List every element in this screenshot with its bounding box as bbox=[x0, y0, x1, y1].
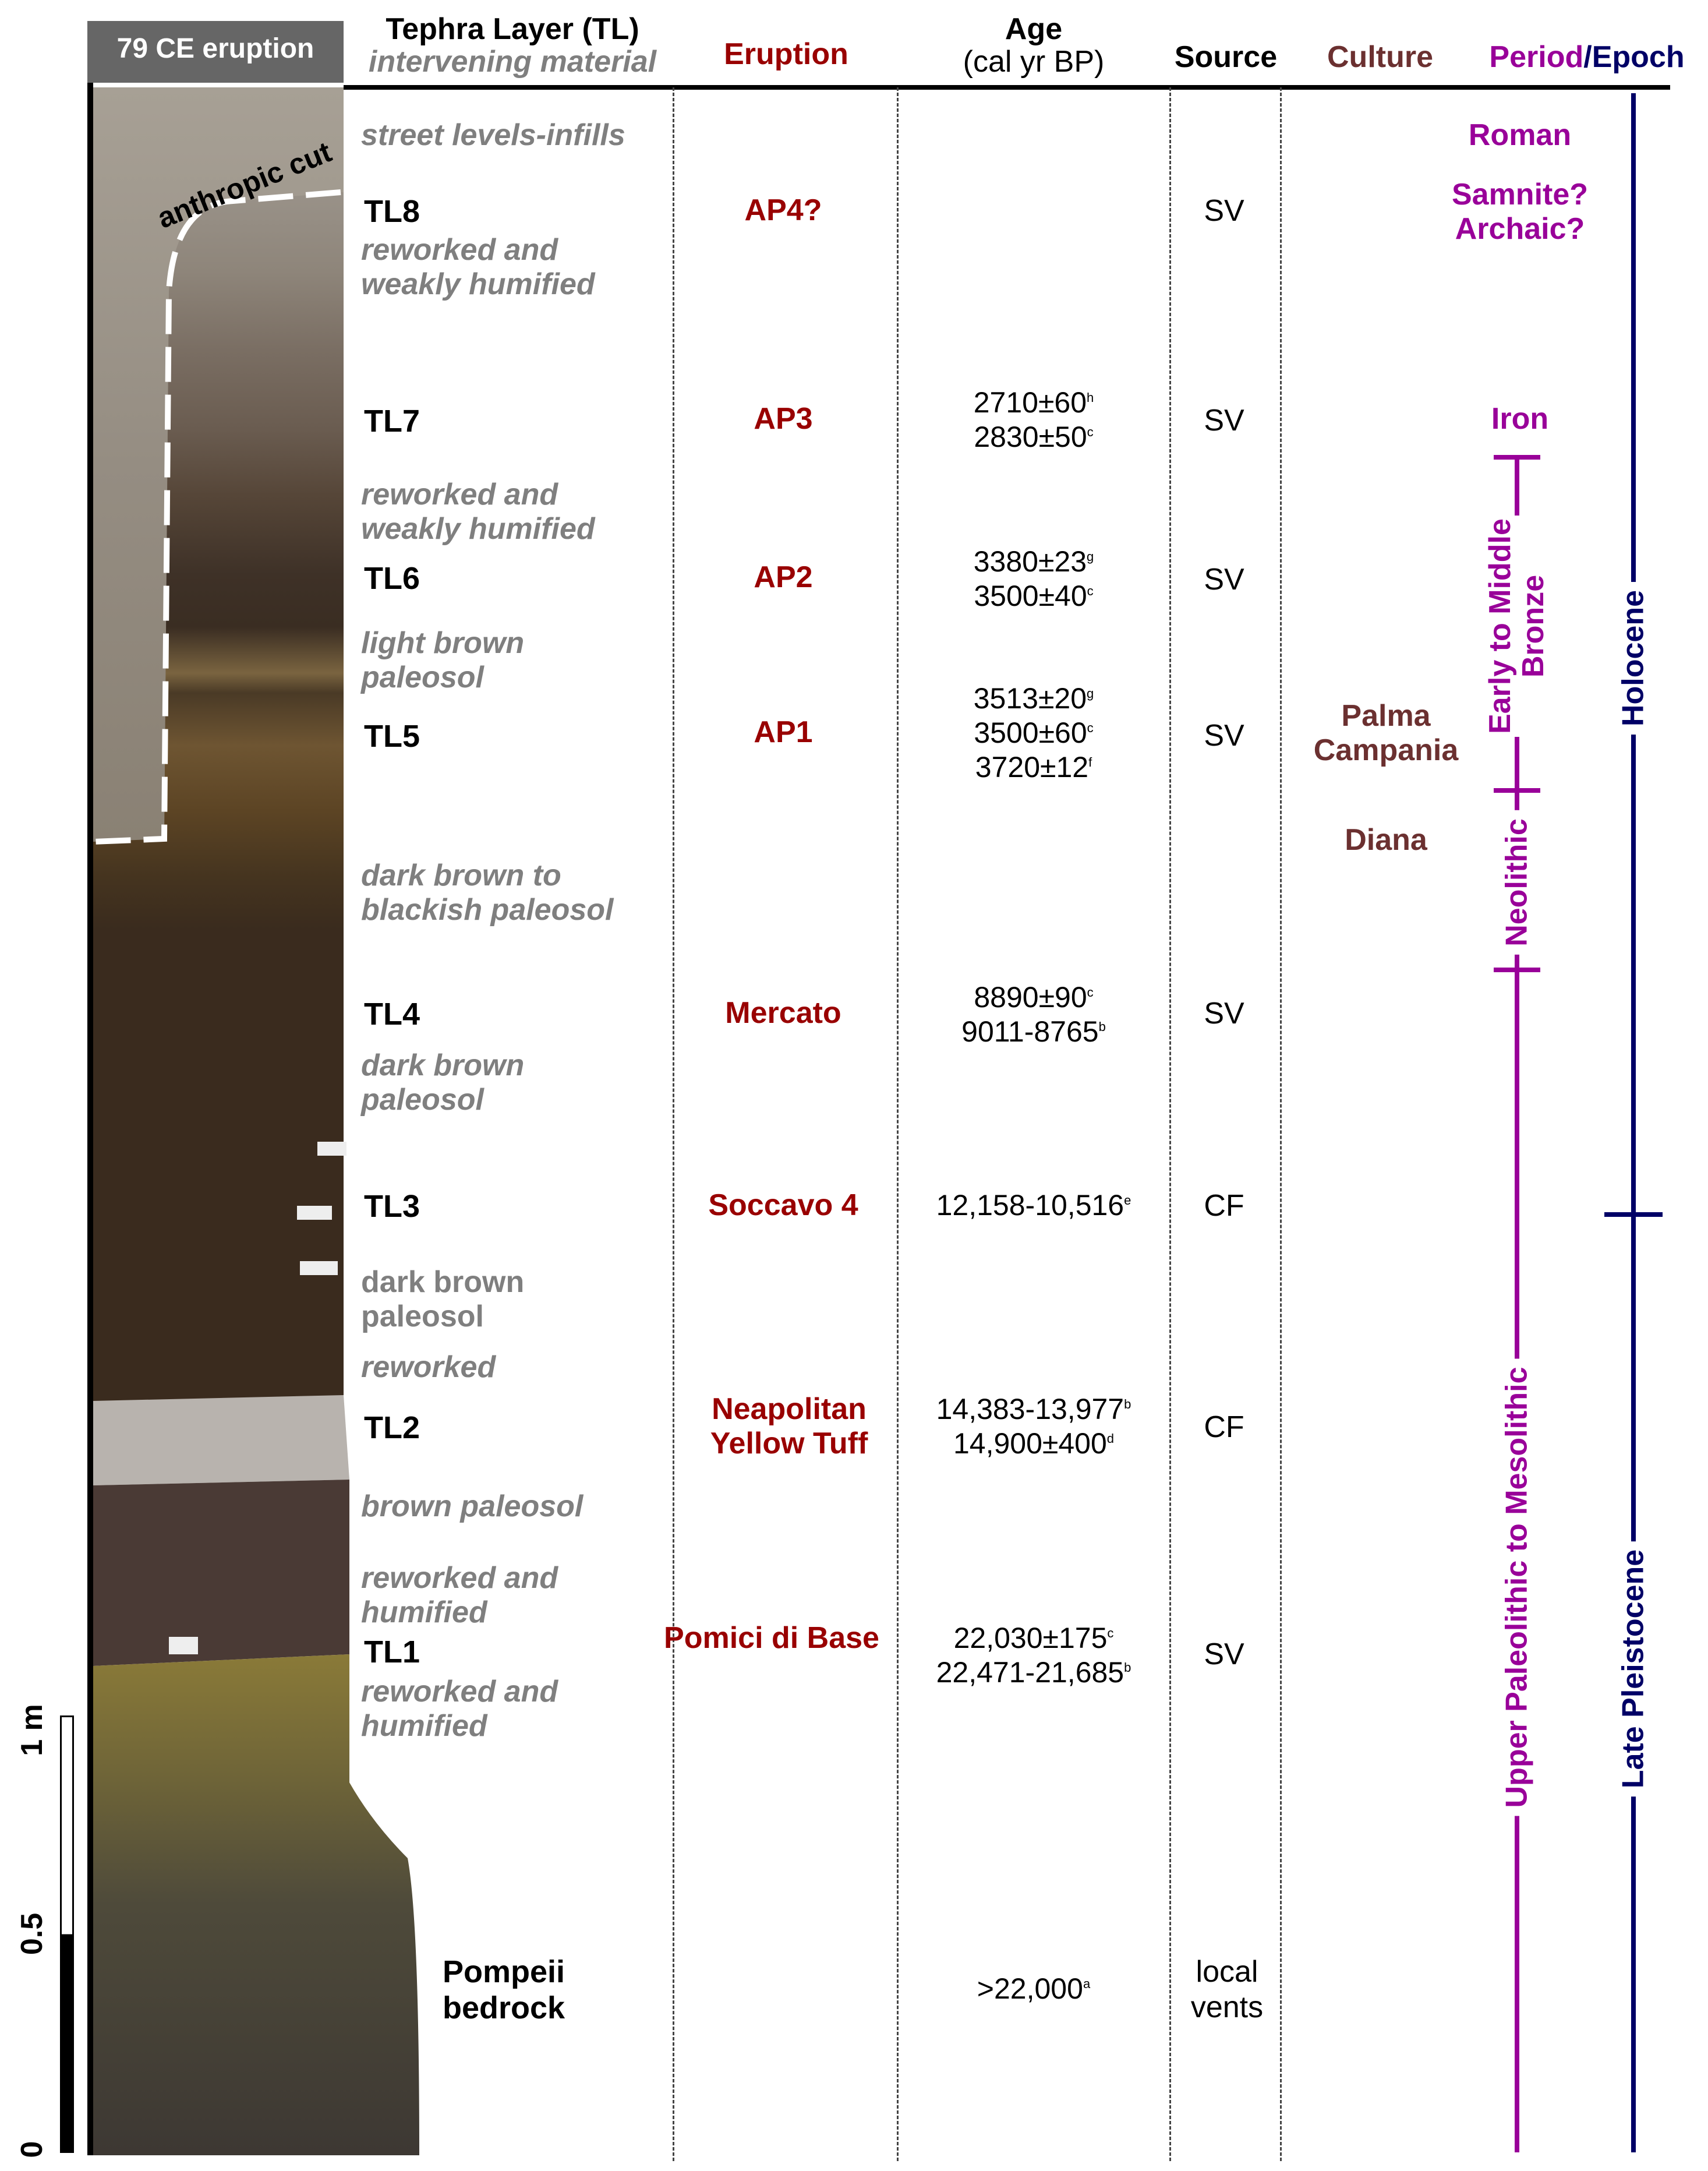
tl-label: TL7 bbox=[364, 404, 420, 439]
bedrock-age: >22,000$^a$ bbox=[977, 1972, 1091, 2005]
culture-palma: Palma Campania bbox=[1313, 699, 1459, 768]
source-value: SV bbox=[1204, 563, 1244, 596]
tl-label: TL2 bbox=[364, 1410, 420, 1445]
period-epoch-bars bbox=[1456, 87, 1708, 2171]
age-value: $2710\pm 60^h$ bbox=[973, 386, 1094, 419]
eruption-name: Pomici di Base bbox=[664, 1621, 879, 1655]
tephra-header bbox=[349, 13, 676, 78]
age-value: 9011-8765$^b$ bbox=[961, 1015, 1106, 1048]
period-neolithic: Neolithic bbox=[1500, 810, 1533, 955]
divider-2 bbox=[897, 87, 899, 2161]
age-value: 12,158-10,516e bbox=[936, 1189, 1131, 1222]
age-value: $3380\pm 23^g$ bbox=[973, 545, 1094, 578]
age-cell bbox=[900, 386, 1168, 454]
age-value: $3720\pm 12^f$ bbox=[975, 751, 1092, 783]
divider-4 bbox=[1280, 87, 1282, 2161]
period-iron: Iron bbox=[1491, 402, 1549, 436]
source-value: SV bbox=[1204, 1637, 1244, 1671]
eruption-header: Eruption bbox=[724, 37, 848, 71]
age-value: $3500\pm 40^c$ bbox=[974, 580, 1094, 612]
eruption-name: Mercato bbox=[725, 996, 841, 1030]
age-value: $14,900\pm 400^d$ bbox=[953, 1427, 1115, 1460]
bedrock-source: local vents bbox=[1190, 1955, 1264, 2025]
source-value: SV bbox=[1204, 404, 1244, 437]
source-header: Source bbox=[1174, 40, 1278, 74]
note-dark-brown-2: dark brown paleosol bbox=[361, 1265, 525, 1334]
eruption-name: AP2 bbox=[754, 560, 813, 594]
note-light-brown: light brown paleosol bbox=[361, 626, 525, 695]
age-value: $3513\pm 20^g$ bbox=[973, 682, 1094, 715]
period-epoch-header bbox=[1467, 41, 1706, 73]
age-header-unit: (cal yr BP) bbox=[963, 45, 1105, 79]
note-reworked-humified-1: reworked and humified bbox=[361, 1561, 558, 1630]
period-roman: Roman bbox=[1468, 118, 1572, 152]
source-value: SV bbox=[1204, 719, 1244, 753]
age-value: $22,030\pm 175^c$ bbox=[953, 1622, 1114, 1654]
culture-header: Culture bbox=[1327, 40, 1433, 74]
tl-label: TL3 bbox=[364, 1189, 420, 1224]
source-value: SV bbox=[1204, 997, 1244, 1030]
note-dark-to-blackish: dark brown to blackish paleosol bbox=[361, 859, 614, 927]
divider-3 bbox=[1169, 87, 1171, 2161]
tephra-header-subtitle: intervening material bbox=[368, 45, 657, 79]
age-cell bbox=[900, 545, 1168, 613]
scale-bar bbox=[60, 1715, 74, 2153]
age-cell bbox=[900, 980, 1168, 1049]
period-samnite: Samnite? Archaic? bbox=[1451, 178, 1589, 246]
tl-label: TL8 bbox=[364, 194, 420, 229]
age-value: $2830\pm 50^c$ bbox=[974, 421, 1094, 453]
eruption-name: Soccavo 4 bbox=[708, 1188, 858, 1222]
age-header bbox=[897, 13, 1171, 78]
note-reworked-1: reworked and weakly humified bbox=[361, 233, 595, 302]
eruption-name: AP1 bbox=[754, 715, 813, 749]
epoch-holocene: Holocene bbox=[1617, 582, 1650, 735]
period-header: Period bbox=[1489, 40, 1584, 74]
period-upper-paleolithic: Upper Paleolithic to Mesolithic bbox=[1500, 1359, 1533, 1816]
age-value: $3500\pm 60^c$ bbox=[974, 716, 1094, 749]
source-value: CF bbox=[1204, 1189, 1244, 1223]
source-value: CF bbox=[1204, 1410, 1244, 1444]
culture-diana: Diana bbox=[1345, 823, 1427, 857]
age-cell bbox=[900, 1621, 1168, 1690]
note-street-levels: street levels-infills bbox=[361, 118, 625, 152]
scale-label-0: 0 bbox=[15, 2141, 49, 2158]
tl-label: TL6 bbox=[364, 561, 420, 596]
scale-label-05: 0.5 bbox=[15, 1912, 49, 1955]
note-reworked-3: reworked bbox=[361, 1350, 496, 1384]
age-value: 22,471-21,685$^b$ bbox=[936, 1656, 1131, 1689]
header-slash: / bbox=[1583, 40, 1592, 74]
age-cell bbox=[900, 1188, 1168, 1223]
epoch-header: Epoch bbox=[1592, 40, 1685, 74]
anthropic-cut-label: anthropic cut bbox=[153, 135, 336, 235]
eruption-name: AP3 bbox=[754, 402, 813, 436]
note-reworked-humified-2: reworked and humified bbox=[361, 1675, 558, 1743]
note-reworked-2: reworked and weakly humified bbox=[361, 478, 595, 546]
tl-label: TL4 bbox=[364, 997, 420, 1032]
eruption-name: AP4? bbox=[744, 193, 822, 227]
bedrock-label: Pompeii bedrock bbox=[443, 1954, 565, 2025]
age-value: $8890\pm 90^c$ bbox=[974, 981, 1094, 1014]
note-dark-brown-1: dark brown paleosol bbox=[361, 1049, 525, 1117]
photo-header-label: 79 CE eruption bbox=[116, 33, 314, 64]
tephra-header-title: Tephra Layer (TL) bbox=[386, 12, 639, 46]
note-brown-paleosol: brown paleosol bbox=[361, 1489, 584, 1523]
epoch-late-pleistocene: Late Pleistocene bbox=[1617, 1541, 1650, 1796]
tl-label: TL1 bbox=[364, 1635, 420, 1669]
source-value: SV bbox=[1204, 194, 1244, 228]
tl-label: TL5 bbox=[364, 719, 420, 754]
age-value: 14,383-13,977$^b$ bbox=[936, 1393, 1131, 1425]
divider-1 bbox=[673, 87, 674, 2161]
age-cell bbox=[900, 1392, 1168, 1461]
age-header-title: Age bbox=[1005, 12, 1063, 46]
age-cell bbox=[900, 682, 1168, 785]
period-bronze: Early to Middle Bronze bbox=[1484, 516, 1550, 737]
scale-label-1m: 1 m bbox=[15, 1704, 49, 1756]
eruption-name: Neapolitan Yellow Tuff bbox=[710, 1392, 868, 1461]
